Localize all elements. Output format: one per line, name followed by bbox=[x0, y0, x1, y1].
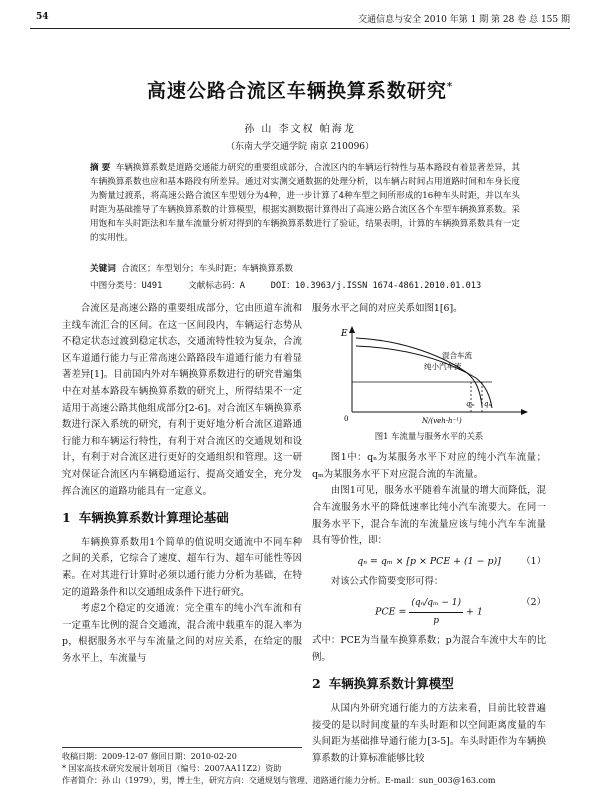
section-2-number: 2 bbox=[312, 676, 321, 692]
keywords-text: 合流区；车型划分；车头时距；车辆换算系数 bbox=[121, 264, 294, 274]
section-2-title: 车辆换算系数计算模型 bbox=[328, 676, 454, 692]
theory-paragraph-1: 车辆换算系数用1个简单的值说明交通流中不同车种之间的关系，它综合了速度、超车行为、超车可能性等因素。在对其进行计算时必须以通行能力分析为基础，在特定的道路条件和以交通组成条件下进行研究。 bbox=[62, 536, 302, 598]
right-paragraph-2: 由图1可见，服务水平随着车流量的增大而降低，混合车流服务水平的降低速率比纯小汽车流要大。在同一服务水平下，混合车流的车流量应该与纯小汽车车流量具有等价性，即： bbox=[312, 485, 546, 547]
equation-2-fraction bbox=[409, 595, 463, 629]
left-column bbox=[62, 301, 302, 667]
authors: 孙 山 李文权 帕海龙 bbox=[244, 124, 356, 135]
section-2-heading bbox=[312, 676, 546, 693]
footnote-rule bbox=[62, 747, 302, 748]
section-1-heading bbox=[62, 510, 302, 527]
right-paragraph-3: 对该公式作简要变形可得： bbox=[330, 576, 444, 588]
clc-number: 中图分类号：U491 bbox=[90, 281, 163, 291]
equation-2-denominator: p bbox=[433, 615, 440, 626]
right-column bbox=[312, 301, 546, 767]
header-rule bbox=[30, 28, 570, 29]
footnote-author: 作者简介：孙 山（1979），男，博士生，研究方向：交通规划与管理、道路通行能力分析。E-mail：sun_003@163.com bbox=[62, 776, 496, 785]
abstract bbox=[90, 161, 520, 245]
section-1-title: 车辆换算系数计算理论基础 bbox=[78, 510, 229, 526]
equation-1 bbox=[312, 554, 546, 571]
tick-qm: qₘ bbox=[466, 399, 475, 408]
equation-1-body: qₙ = qₘ × [p × PCE + (1 − p)] bbox=[357, 555, 501, 567]
page-number: 54 bbox=[36, 12, 49, 22]
section-1-number: 1 bbox=[62, 510, 71, 526]
right-paragraph-4: 式中：PCE为当量车换算系数；p为混合车流中大车的比例。 bbox=[312, 635, 546, 663]
figure-explanation: 图1中：qₙ为某服务水平下对应的纯小汽车流量；qₘ为某服务水平下对应混合流的车流量。 bbox=[312, 452, 546, 480]
equation-2-numerator: (qₙ/qₘ − 1) bbox=[409, 595, 463, 613]
equation-2 bbox=[312, 595, 546, 629]
y-axis-arrow bbox=[349, 326, 355, 333]
abstract-label: 摘 要 bbox=[90, 163, 111, 173]
keywords-label: 关键词 bbox=[90, 264, 116, 274]
label-car-flow: 纯小汽车流 bbox=[424, 361, 462, 371]
equation-2-rhs: + 1 bbox=[466, 606, 483, 618]
abstract-text: 车辆换算系数是道路交通能力研究的重要组成部分，合流区内的车辆运行特性与基本路段有着显著差异，其车辆换算系数也应和基本路段有所差异。通过对实测交通数据的处理分析，以车辆占时间占用道路时间和车身长度为衡量过渡系，将高速公路合流区车型划分为4种，进一步计算了4种车型之间所形成的16种车头时距，并以车头时距为基础推导了车辆换算系数的计算模型，根据实测数据计算得出了高速公路合流区各个车型车辆换算系数。采用饱和车头时距法和车量车流量分析对得到的车辆换算系数进行了验证，结果表明，计算的车辆换算系数具有一定的实用性。 bbox=[90, 163, 520, 243]
running-header bbox=[30, 12, 570, 26]
journal-info: 交通信息与安全 2010 年第 1 期 第 28 卷 总 155 期 bbox=[358, 15, 570, 25]
tick-qb: qₙ bbox=[484, 399, 492, 408]
figure-1-plot bbox=[326, 324, 536, 424]
theory-paragraph-2: 考虑2个稳定的交通流：完全重车的纯小汽车流和有一定重车比例的混合交通流，混合流中载重车的混入率为p，根据服务水平与车流量之间的对应关系，在给定的服务水平上，车流量与 bbox=[62, 603, 302, 664]
x-axis-arrow bbox=[521, 409, 528, 415]
doi: DOI：10.3963/j.ISSN 1674-4861.2010.01.013 bbox=[270, 281, 482, 291]
keywords bbox=[90, 262, 520, 274]
right-top-paragraph: 服务水平之间的对应关系如图1[6]。 bbox=[312, 303, 463, 314]
y-axis-label: E bbox=[341, 328, 348, 339]
intro-paragraph: 合流区是高速公路的重要组成部分，它由匝道车流和主线车流汇合的区间。在这一区间段内，车辆运行态势从不稳定状态过渡到稳定状态，交通流特性较为复杂，合流区车道通行能力与正常高速公路路段车道通行能力有着显著差异[1]。目前国内外对车辆换算系数进行的研究普遍集中在对基本路段车辆换算系数的研究上，所得结果不一定适用于高速公路其他组成部分[2-6]。对合流区车辆换算系数进行深入系统的研究，有利于更好地分析合流区道路通行能力和车辆运行特性，有利于对合流区的交通规划和设计，有利于对合流区进行更好的交通组织和管理。这一研究对保证合流区内车辆稳通运行、提高交通安全，充分发挥合流区的道路功能具有一定意义。 bbox=[62, 303, 302, 497]
paper-title: 高速公路合流区车辆换算系数研究* bbox=[146, 80, 454, 102]
footnotes bbox=[62, 751, 542, 787]
right-paragraph-5: 从国内外研究通行能力的方法来看，目前比较普遍接受的是以时间度量的车头时距和以空间距离度量的车头间距为基础推导通行能力[3-5]。车头时距作为车辆换算系数的计算标准能够比较 bbox=[312, 702, 546, 764]
footnote-dates: 收稿日期：2009-12-07 修回日期：2010-02-20 bbox=[62, 752, 237, 761]
title-footnote-mark: * bbox=[446, 81, 454, 93]
equation-2-lhs: PCE = bbox=[375, 606, 407, 618]
figure-1-caption: 图1 车流量与服务水平的关系 bbox=[374, 430, 484, 441]
figure-1 bbox=[312, 324, 546, 426]
origin-label: 0 bbox=[344, 414, 349, 423]
equation-2-number: （2） bbox=[521, 596, 546, 608]
footnote-fund: * 国家高技术研究发展计划项目（编号：2007AA11Z2）资助 bbox=[62, 764, 282, 773]
document-code: 文献标志码：A bbox=[188, 281, 245, 291]
mixed-flow-curve bbox=[356, 338, 482, 406]
x-axis-label: N/(veh·h⁻¹) bbox=[422, 416, 462, 424]
equation-1-number: （1） bbox=[521, 555, 546, 567]
affiliation: （东南大学交通学院 南京 210096） bbox=[225, 142, 375, 152]
label-mixed-flow: 混合车流 bbox=[442, 350, 472, 360]
classification-line bbox=[90, 279, 520, 291]
